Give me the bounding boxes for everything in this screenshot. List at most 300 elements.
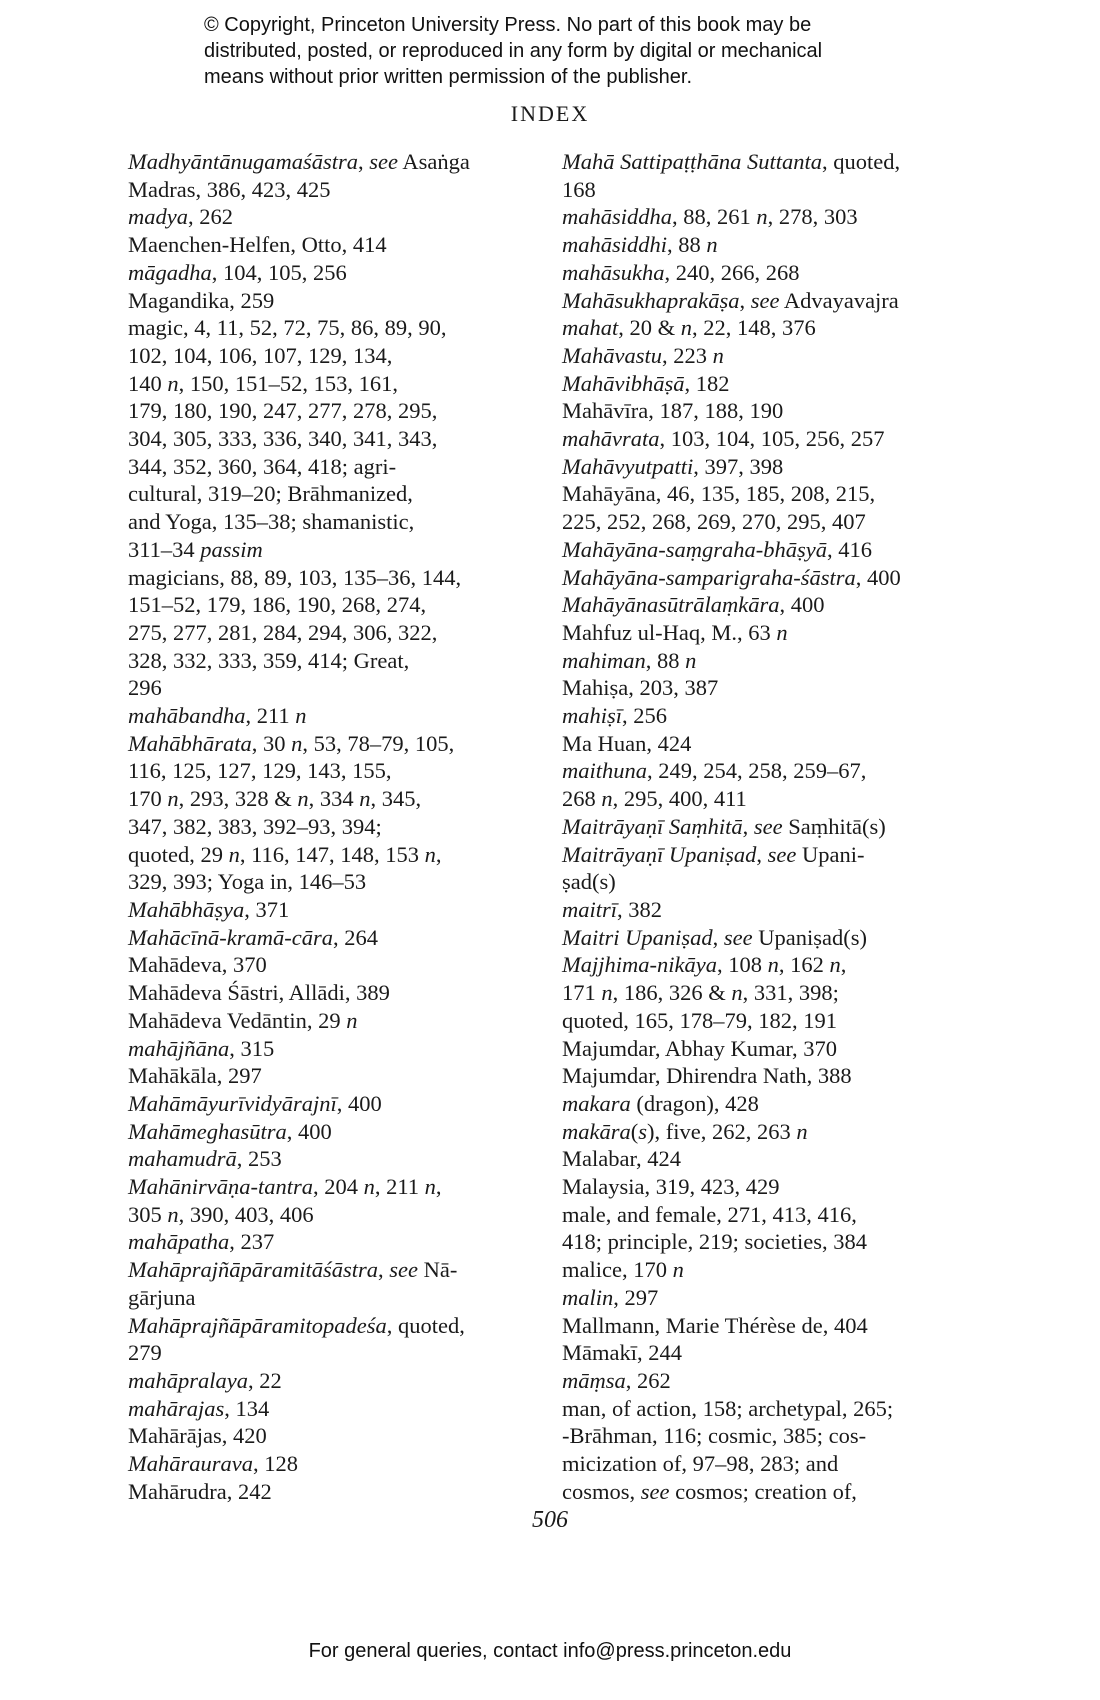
- index-text: , 400: [336, 1090, 382, 1116]
- index-text: Saṃhitā(s): [782, 813, 886, 839]
- index-term-italic: Mahāyāna-saṃgraha-bhāṣyā: [562, 536, 827, 562]
- index-term-italic: Mahāsukhaprakāṣa: [562, 287, 740, 313]
- index-entry-line: [128, 757, 548, 785]
- index-term-italic: Maitrāyaṇī Upaniṣad: [562, 841, 757, 867]
- index-term-italic: Mahāraurava: [128, 1451, 253, 1477]
- index-entry-line: [562, 1145, 962, 1173]
- index-term-italic: n: [776, 619, 788, 645]
- index-term-italic: Mahāvastu: [562, 342, 662, 368]
- index-entry-line: [128, 1007, 548, 1035]
- index-text: , 211: [374, 1174, 425, 1200]
- index-term-italic: n: [672, 1257, 684, 1283]
- index-entry-line: [128, 231, 548, 259]
- footer-contact: For general queries, contact info@press.princeton.edu: [308, 1640, 792, 1662]
- index-term-italic: passim: [200, 536, 263, 562]
- index-text: Maenchen-Helfen, Otto, 414: [128, 232, 387, 258]
- index-text: 279: [128, 1340, 162, 1366]
- index-term-italic: Mahāvyutpatti: [562, 453, 694, 479]
- index-text: Malabar, 424: [562, 1146, 682, 1172]
- index-entry-line: [562, 342, 962, 370]
- index-text: 329, 393; Yoga in, 146–53: [128, 869, 367, 895]
- index-text: Mahākāla, 297: [128, 1063, 262, 1089]
- index-entry-line: [562, 924, 962, 952]
- index-entry-line: [128, 176, 548, 204]
- index-term-italic: n: [167, 786, 179, 812]
- index-entry-line: [562, 619, 962, 647]
- index-term-italic: see: [753, 813, 783, 839]
- index-text: 225, 252, 268, 269, 270, 295, 407: [562, 509, 866, 535]
- index-text: , 390, 403, 406: [178, 1201, 314, 1227]
- index-term-italic: n: [731, 980, 743, 1006]
- index-text: 140: [128, 370, 168, 396]
- index-term-italic: Mahāvibhāṣā: [562, 370, 685, 396]
- index-text: gārjuna: [128, 1284, 196, 1310]
- index-text: cosmos,: [562, 1478, 641, 1504]
- index-entry-line: [128, 591, 548, 619]
- index-entry-line: [562, 287, 962, 315]
- index-text: Māmakī, 244: [562, 1340, 682, 1366]
- index-term-italic: s: [638, 1118, 648, 1144]
- index-entry-line: [128, 1090, 548, 1118]
- index-text: 311–34: [128, 536, 201, 562]
- index-text: Mahiṣa, 203, 387: [562, 675, 719, 701]
- index-term-italic: Madhyāntānugamaśāstra: [128, 149, 358, 174]
- index-text: Mahfuz ul-Haq, M., 63: [562, 619, 777, 645]
- index-term-italic: see: [369, 149, 398, 174]
- index-term-italic: mahārajas: [128, 1395, 225, 1421]
- index-text: Nā-: [418, 1257, 458, 1283]
- index-text: magic, 4, 11, 52, 72, 75, 86, 89, 90,: [128, 315, 447, 341]
- index-term-italic: n: [756, 204, 768, 230]
- index-entry-line: [562, 757, 962, 785]
- index-text: ,: [739, 287, 751, 313]
- index-text: cultural, 319–20; Brāhmanized,: [128, 481, 413, 507]
- index-term-italic: mahājñāna: [128, 1035, 230, 1061]
- index-term-italic: makāra: [562, 1118, 631, 1144]
- index-text: ,: [756, 841, 768, 867]
- index-entry-line: [128, 647, 548, 675]
- index-text: ), five, 262, 263: [647, 1118, 797, 1144]
- index-entry-line: [128, 397, 548, 425]
- index-entry-line: [562, 259, 962, 287]
- index-text: Mahārājas, 420: [128, 1423, 267, 1449]
- index-right-column: [562, 148, 962, 1505]
- index-entry-line: [562, 1450, 962, 1478]
- index-text: 268: [562, 786, 602, 812]
- index-text: , 295, 400, 411: [612, 786, 747, 812]
- index-text: 168: [562, 176, 596, 202]
- index-entry-line: [128, 480, 548, 508]
- index-text: , 22: [248, 1367, 282, 1393]
- index-term-italic: makara: [562, 1090, 631, 1116]
- index-text: 275, 277, 281, 284, 294, 306, 322,: [128, 619, 438, 645]
- index-text: , 128: [253, 1451, 298, 1477]
- index-entry-line: [128, 1062, 548, 1090]
- index-entry-line: [128, 453, 548, 481]
- index-term-italic: n: [712, 342, 724, 368]
- index-term-italic: Mahācīnā-kramā-cāra: [128, 924, 333, 950]
- index-text: 304, 305, 333, 336, 340, 341, 343,: [128, 426, 438, 452]
- index-entry-line: [562, 1090, 962, 1118]
- index-entry-line: [128, 1118, 548, 1146]
- index-text: Malaysia, 319, 423, 429: [562, 1174, 780, 1200]
- index-text: , 400: [855, 564, 901, 590]
- index-term-italic: see: [750, 287, 780, 313]
- index-text: , 53, 78–79, 105,: [302, 730, 455, 756]
- index-text: ,: [840, 952, 847, 978]
- index-entry-line: [562, 1062, 962, 1090]
- index-term-italic: n: [167, 370, 179, 396]
- index-text: Madras, 386, 423, 425: [128, 176, 331, 202]
- index-text: , 416: [826, 536, 872, 562]
- index-text: , 186, 326 &: [612, 980, 732, 1006]
- index-text: , 331, 398;: [742, 980, 839, 1006]
- index-term-italic: Mahābhāṣya: [128, 896, 245, 922]
- index-text: Ma Huan, 424: [562, 730, 692, 756]
- index-term-italic: Mahāprajñāpāramitāśāstra: [128, 1257, 379, 1283]
- index-text: Magandika, 259: [128, 287, 275, 313]
- index-text: cosmos; creation of,: [669, 1478, 857, 1504]
- index-entry-line: [562, 1035, 962, 1063]
- copyright-line: means without prior written permission of the publisher.: [204, 66, 693, 88]
- index-entry-line: [128, 1395, 548, 1423]
- index-text: magicians, 88, 89, 103, 135–36, 144,: [128, 564, 462, 590]
- index-term-italic: mahiman: [562, 647, 646, 673]
- index-text: , 162: [778, 952, 830, 978]
- index-text: Mahādeva, 370: [128, 952, 267, 978]
- index-entry-line: [562, 813, 962, 841]
- index-entry-line: [562, 564, 962, 592]
- index-entry-line: [128, 370, 548, 398]
- index-entry-line: [562, 397, 962, 425]
- index-term-italic: n: [167, 1201, 179, 1227]
- index-term-italic: n: [228, 841, 240, 867]
- index-entry-line: [128, 1145, 548, 1173]
- index-text: , 240, 266, 268: [664, 259, 800, 285]
- index-entry-line: [562, 785, 962, 813]
- index-term-italic: n: [359, 786, 371, 812]
- index-entry-line: [562, 370, 962, 398]
- index-text: 418; principle, 219; societies, 384: [562, 1229, 867, 1255]
- index-text: and Yoga, 135–38; shamanistic,: [128, 509, 415, 535]
- index-entry-line: [128, 314, 548, 342]
- index-text: malice, 170: [562, 1257, 673, 1283]
- index-text: , 211: [245, 703, 296, 729]
- index-entry-line: [128, 1173, 548, 1201]
- index-entry-line: [128, 342, 548, 370]
- index-text: , 88, 261: [672, 204, 757, 230]
- index-entry-line: [128, 1284, 548, 1312]
- index-term-italic: see: [640, 1478, 670, 1504]
- index-text: , 334: [308, 786, 360, 812]
- index-text: , quoted,: [386, 1312, 465, 1338]
- index-entry-line: [128, 287, 548, 315]
- index-entry-line: [128, 564, 548, 592]
- index-term-italic: mahat: [562, 315, 619, 341]
- index-entry-line: [128, 1256, 548, 1284]
- index-entry-line: [562, 536, 962, 564]
- index-text: , 103, 104, 105, 256, 257: [659, 426, 885, 452]
- index-entry-line: [562, 674, 962, 702]
- index-text: , 182: [684, 370, 730, 396]
- index-text: , 253: [236, 1146, 282, 1172]
- index-term-italic: madya: [128, 204, 188, 230]
- index-term-italic: mahāsiddha: [562, 204, 673, 230]
- index-text: 102, 104, 106, 107, 129, 134,: [128, 342, 393, 368]
- index-text: , 278, 303: [767, 204, 858, 230]
- index-entry-line: [562, 1367, 962, 1395]
- index-text: Upani-: [796, 841, 865, 867]
- index-entry-line: [128, 674, 548, 702]
- index-entry-line: [128, 896, 548, 924]
- index-term-italic: n: [424, 841, 436, 867]
- index-term-italic: mahiṣī: [562, 703, 623, 729]
- index-entry-line: [562, 425, 962, 453]
- index-entry-line: [562, 730, 962, 758]
- index-text: , 223: [662, 342, 713, 368]
- index-text: , 400: [286, 1118, 332, 1144]
- index-term-italic: n: [767, 952, 779, 978]
- index-term-italic: maithuna: [562, 758, 648, 784]
- index-entry-line: [128, 951, 548, 979]
- index-entry-line: [128, 730, 548, 758]
- index-entry-line: [128, 1450, 548, 1478]
- copyright-notice: [204, 12, 984, 90]
- index-entry-line: [128, 979, 548, 1007]
- index-term-italic: mahāvrata: [562, 426, 660, 452]
- index-text: , 104, 105, 256: [211, 259, 347, 285]
- index-text: Advayavajra: [779, 287, 899, 313]
- index-text: ,: [358, 149, 370, 174]
- index-entry-line: [562, 1201, 962, 1229]
- index-entry-line: [562, 841, 962, 869]
- index-term-italic: malin: [562, 1284, 614, 1310]
- index-text: -Brāhman, 116; cosmic, 385; cos-: [562, 1423, 867, 1449]
- index-entry-line: [128, 1312, 548, 1340]
- index-text: 170: [128, 786, 168, 812]
- index-term-italic: n: [829, 952, 841, 978]
- index-entry-line: [562, 453, 962, 481]
- index-entry-line: [128, 536, 548, 564]
- index-entry-line: [128, 702, 548, 730]
- index-term-italic: n: [601, 980, 613, 1006]
- index-text: Upaniṣad(s): [752, 924, 867, 950]
- index-term-italic: Maitrāyaṇī Saṃhitā: [562, 813, 743, 839]
- index-term-italic: mahāpralaya: [128, 1367, 248, 1393]
- index-text: , 88: [667, 232, 707, 258]
- index-term-italic: maitrī: [562, 896, 618, 922]
- index-text: 347, 382, 383, 392–93, 394;: [128, 813, 382, 839]
- index-entry-line: [562, 1007, 962, 1035]
- index-term-italic: see: [389, 1257, 419, 1283]
- index-entry-line: [562, 702, 962, 730]
- index-text: quoted, 29: [128, 841, 229, 867]
- index-term-italic: Majjhima-nikāya: [562, 952, 717, 978]
- index-text: 328, 332, 333, 359, 414; Great,: [128, 647, 410, 673]
- page-number: 506: [532, 1507, 568, 1533]
- index-text: , 345,: [370, 786, 422, 812]
- index-entry-line: [562, 1284, 962, 1312]
- index-text: 171: [562, 980, 602, 1006]
- index-text: ,: [378, 1257, 390, 1283]
- index-text: quoted, 165, 178–79, 182, 191: [562, 1007, 837, 1033]
- index-entry-line: [128, 259, 548, 287]
- index-term-italic: māgadha: [128, 259, 212, 285]
- index-text: , 108: [716, 952, 768, 978]
- index-entry-line: [128, 619, 548, 647]
- index-term-italic: see: [723, 924, 753, 950]
- index-text: ,: [435, 1174, 442, 1200]
- index-entry-line: [562, 148, 962, 176]
- index-term-italic: n: [291, 730, 303, 756]
- index-term-italic: mahābandha: [128, 703, 246, 729]
- index-title: INDEX: [510, 101, 590, 126]
- index-entry-line: [562, 896, 962, 924]
- index-text: , 256: [622, 703, 668, 729]
- index-text: 179, 180, 190, 247, 277, 278, 295,: [128, 398, 438, 424]
- index-term-italic: Maitri Upaniṣad: [562, 924, 713, 950]
- index-term-italic: mahāsiddhi: [562, 232, 668, 258]
- index-text: , 297: [613, 1284, 659, 1310]
- index-term-italic: n: [363, 1174, 375, 1200]
- index-entry-line: [562, 979, 962, 1007]
- index-text: , 20 &: [618, 315, 681, 341]
- index-text: , 134: [224, 1395, 270, 1421]
- index-entry-line: [128, 1478, 548, 1506]
- index-text: Majumdar, Dhirendra Nath, 388: [562, 1063, 852, 1089]
- index-entry-line: [562, 231, 962, 259]
- index-text: 296: [128, 675, 162, 701]
- index-entry-line: [562, 203, 962, 231]
- index-text: , 88: [645, 647, 686, 673]
- index-text: , 315: [229, 1035, 275, 1061]
- index-text: Majumdar, Abhay Kumar, 370: [562, 1035, 838, 1061]
- index-term-italic: mahāpatha: [128, 1229, 230, 1255]
- index-text: , 382: [617, 896, 663, 922]
- index-text: , 204: [313, 1174, 364, 1200]
- index-term-italic: n: [295, 703, 307, 729]
- index-text: Asaṅga: [397, 149, 470, 174]
- index-text: micization of, 97–98, 283; and: [562, 1451, 839, 1477]
- index-text: Mahāyāna, 46, 135, 185, 208, 215,: [562, 481, 876, 507]
- index-text: , 150, 151–52, 153, 161,: [178, 370, 398, 396]
- index-entry-line: [128, 148, 548, 176]
- index-entry-line: [128, 813, 548, 841]
- index-entry-line: [562, 1339, 962, 1367]
- index-text: 116, 125, 127, 129, 143, 155,: [128, 758, 392, 784]
- index-entry-line: [128, 1035, 548, 1063]
- index-text: , 237: [229, 1229, 275, 1255]
- index-text: Mahādeva Śāstri, Allādi, 389: [128, 980, 390, 1006]
- index-text: ,: [712, 924, 724, 950]
- index-text: (dragon), 428: [630, 1090, 759, 1116]
- index-entry-line: [128, 1367, 548, 1395]
- index-term-italic: Mahāmāyurīvidyārajnī: [128, 1090, 337, 1116]
- index-text: man, of action, 158; archetypal, 265;: [562, 1395, 894, 1421]
- index-entry-line: [128, 1228, 548, 1256]
- index-entry-line: [562, 176, 962, 204]
- index-text: , 262: [188, 204, 233, 230]
- index-term-italic: māṃsa: [562, 1367, 626, 1393]
- index-term-italic: n: [796, 1118, 808, 1144]
- index-entry-line: [562, 1395, 962, 1423]
- index-text: , 116, 147, 148, 153: [239, 841, 425, 867]
- index-text: , 400: [779, 592, 825, 618]
- index-entry-line: [562, 1228, 962, 1256]
- index-text: Mahāvīra, 187, 188, 190: [562, 398, 784, 424]
- index-entry-line: [128, 1422, 548, 1450]
- index-text: , quoted,: [822, 149, 901, 174]
- index-text: ,: [742, 813, 754, 839]
- index-entry-line: [128, 1201, 548, 1229]
- index-entry-line: [562, 951, 962, 979]
- index-entry-line: [128, 785, 548, 813]
- index-entry-line: [562, 1173, 962, 1201]
- copyright-line: © Copyright, Princeton University Press. No part of this book may be: [204, 14, 812, 36]
- index-text: , 397, 398: [693, 453, 784, 479]
- index-entry-line: [562, 1312, 962, 1340]
- index-text: , 262: [625, 1367, 671, 1393]
- index-entry-line: [562, 1422, 962, 1450]
- index-text: , 293, 328 &: [178, 786, 298, 812]
- index-text: Mallmann, Marie Thérèse de, 404: [562, 1312, 868, 1338]
- index-text: ṣad(s): [562, 869, 616, 895]
- index-term-italic: n: [346, 1007, 358, 1033]
- index-text: , 249, 254, 258, 259–67,: [647, 758, 867, 784]
- index-term-italic: n: [685, 647, 697, 673]
- index-term-italic: n: [601, 786, 613, 812]
- index-term-italic: Mahāmeghasūtra: [128, 1118, 287, 1144]
- index-entry-line: [562, 314, 962, 342]
- index-term-italic: n: [424, 1174, 436, 1200]
- index-entry-line: [562, 480, 962, 508]
- index-text: , 264: [332, 924, 378, 950]
- index-entry-line: [128, 841, 548, 869]
- index-text: , 371: [244, 896, 290, 922]
- index-text: male, and female, 271, 413, 416,: [562, 1201, 857, 1227]
- index-entry-line: [562, 1256, 962, 1284]
- index-entry-line: [128, 1339, 548, 1367]
- index-text: 305: [128, 1201, 168, 1227]
- index-entry-line: [128, 868, 548, 896]
- index-text: 151–52, 179, 186, 190, 268, 274,: [128, 592, 427, 618]
- index-entry-line: [128, 203, 548, 231]
- index-text: Mahādeva Vedāntin, 29: [128, 1007, 347, 1033]
- index-term-italic: n: [680, 315, 693, 341]
- index-entry-line: [562, 647, 962, 675]
- index-entry-line: [562, 1118, 962, 1146]
- index-text: (: [630, 1118, 639, 1144]
- index-term-italic: Mahānirvāṇa-tantra: [128, 1174, 313, 1200]
- index-left-column: [128, 148, 548, 1505]
- index-entry-line: [562, 591, 962, 619]
- index-text: 344, 352, 360, 364, 418; agri-: [128, 453, 397, 479]
- index-entry-line: [562, 868, 962, 896]
- index-term-italic: see: [767, 841, 797, 867]
- index-term-italic: Mahāyāna-samparigraha-śāstra: [562, 564, 856, 590]
- index-entry-line: [128, 508, 548, 536]
- index-term-italic: n: [706, 232, 718, 258]
- index-term-italic: Mahābhārata: [128, 730, 252, 756]
- index-entry-line: [128, 425, 548, 453]
- index-term-italic: mahāsukha: [562, 259, 665, 285]
- index-text: ,: [435, 841, 442, 867]
- index-text: , 22, 148, 376: [692, 315, 816, 341]
- index-term-italic: n: [297, 786, 309, 812]
- index-entry-line: [128, 924, 548, 952]
- index-term-italic: Mahāprajñāpāramitopadeśa: [128, 1312, 387, 1338]
- index-text: , 30: [251, 730, 292, 756]
